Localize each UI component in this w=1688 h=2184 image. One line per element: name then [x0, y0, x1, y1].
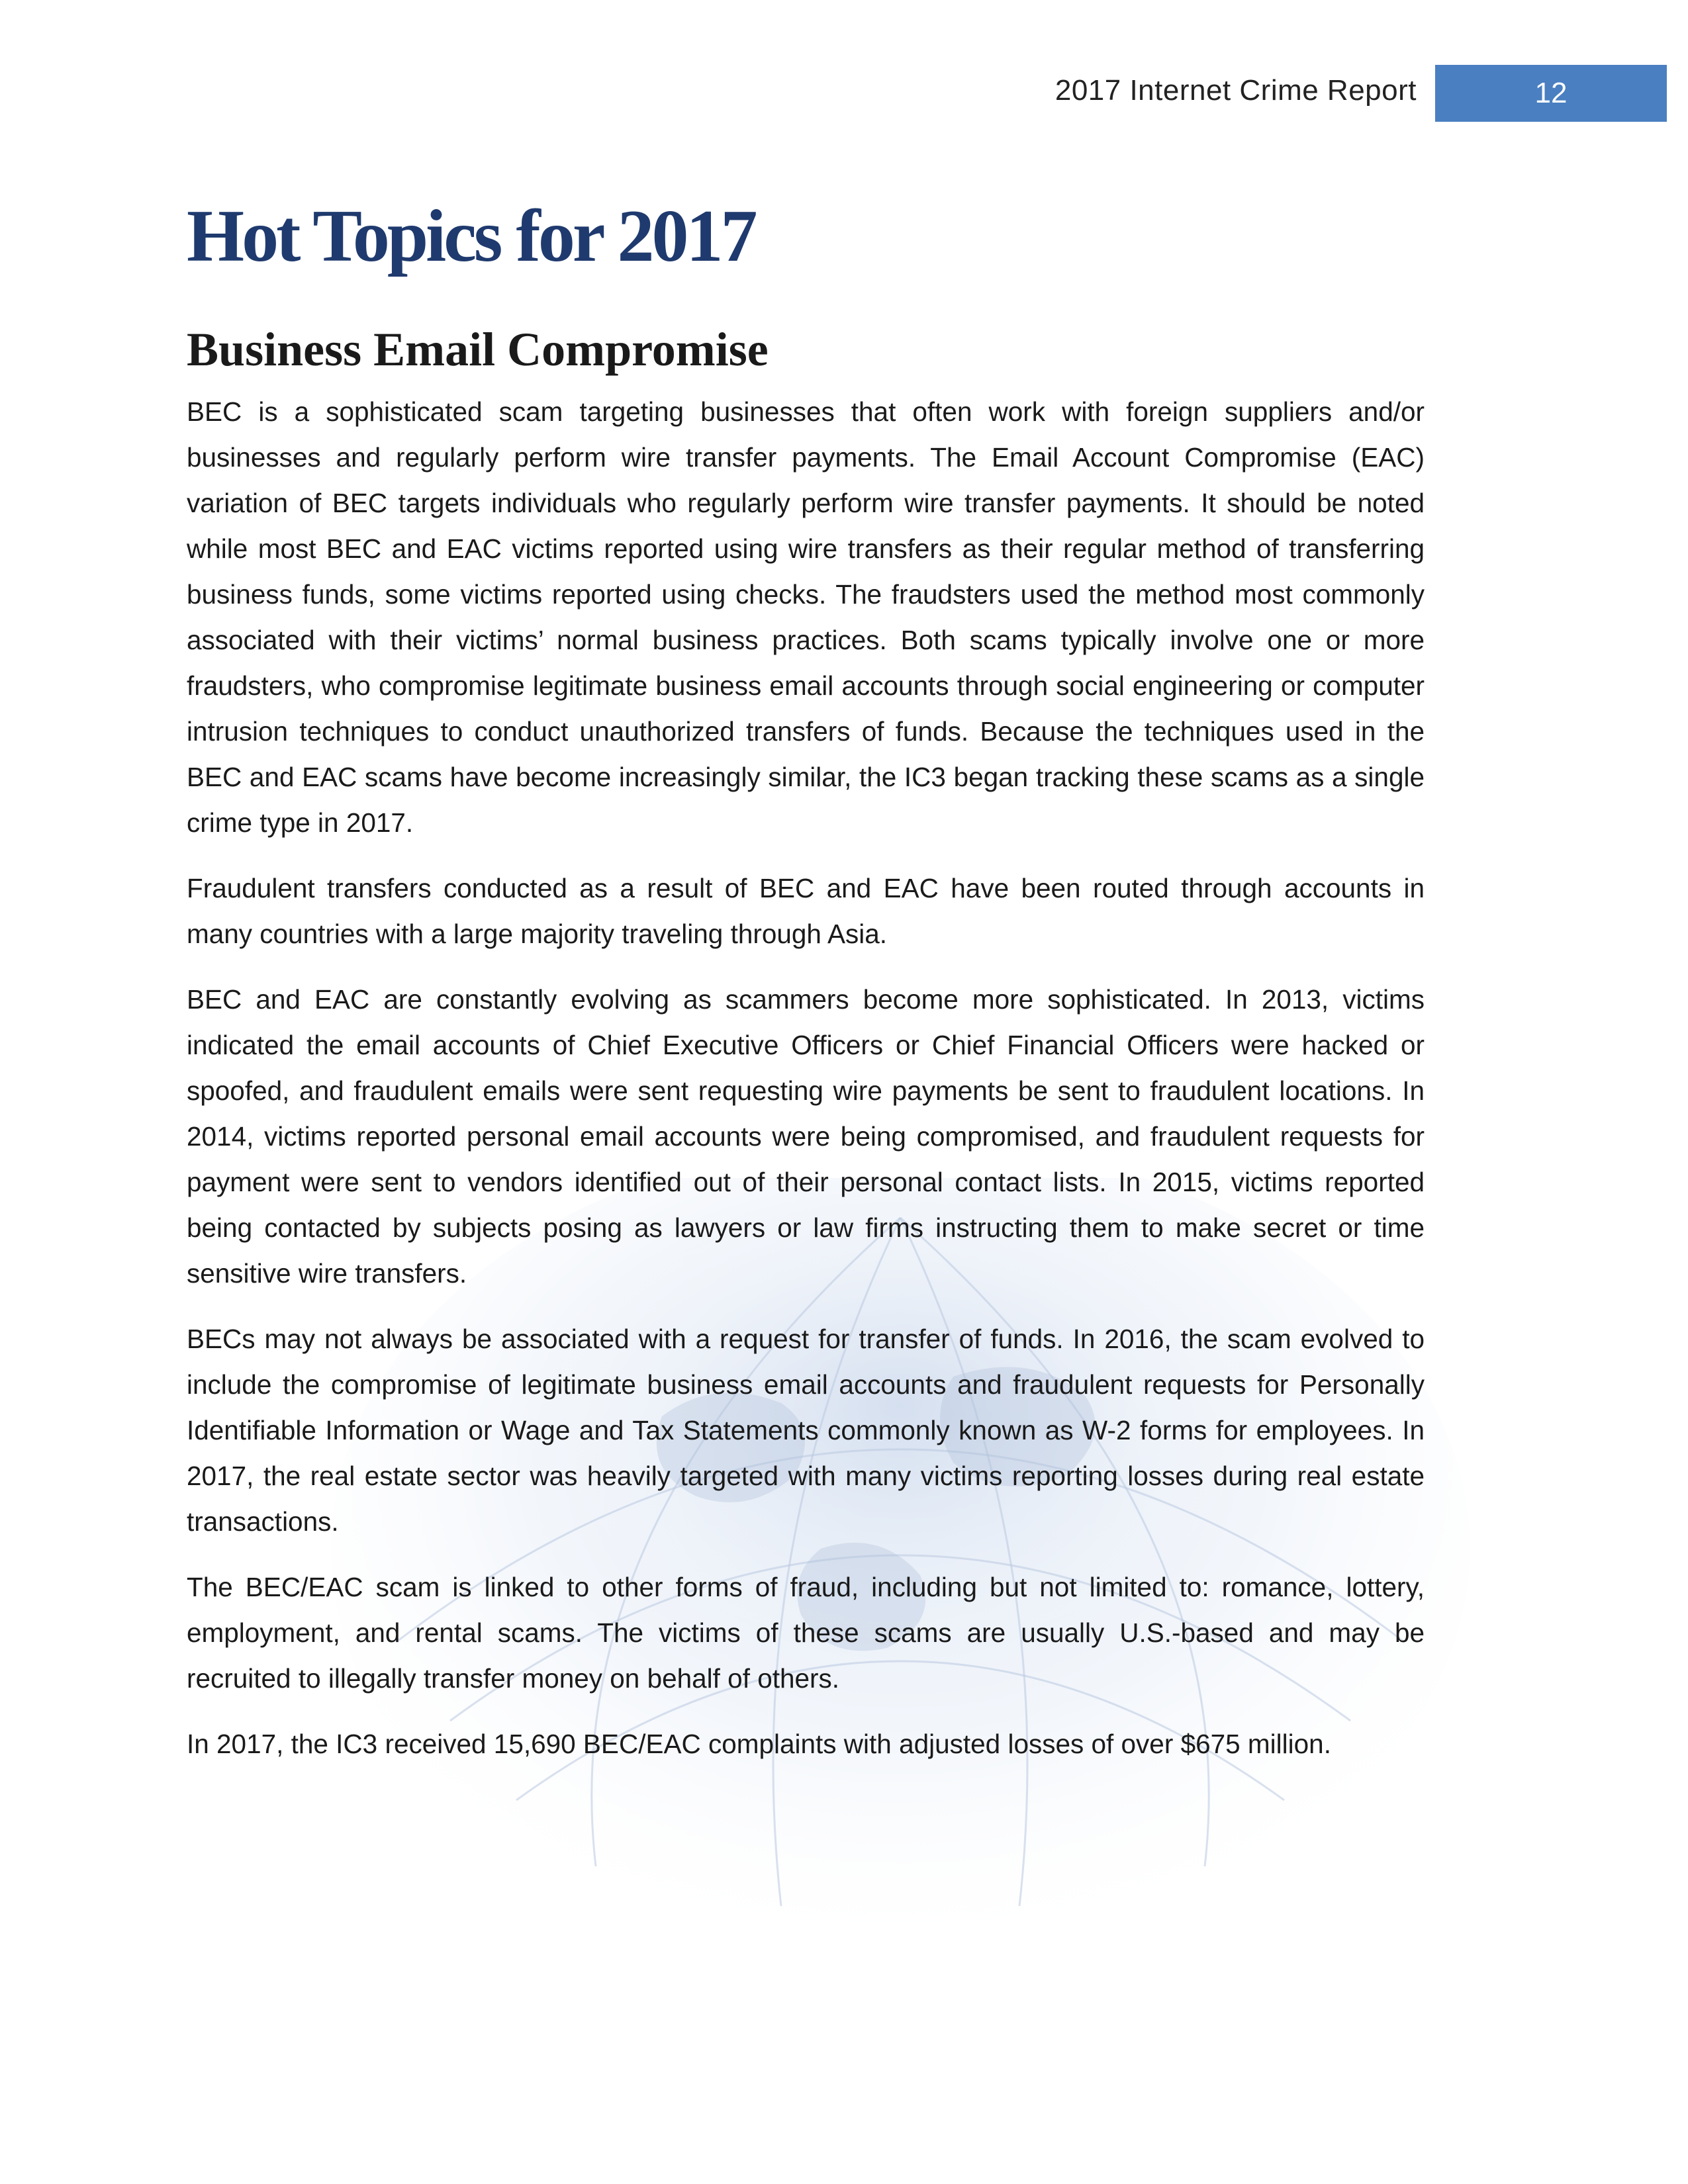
report-title: 2017 Internet Crime Report — [1055, 74, 1417, 107]
section-body — [187, 389, 1425, 1787]
paragraph: In 2017, the IC3 received 15,690 BEC/EAC complaints with adjusted losses of over $675 million. — [187, 1729, 1331, 1759]
paragraph: BEC and EAC are constantly evolving as scammers become more sophisticated. In 2013, victims indicated the email accounts of Chief Executive Officers or Chief Financial Officers were hacked or spoofed, and fraudulent emails were sent requesting wire payments be sent to fraudulent locations. In 2014, victims reported personal email accounts were being compromised, and fraudulent requests for payment were sent to vendors identified out of their personal contact lists. In 2015, victims reported being contacted by subjects posing as lawyers or law firms instructing them to make secret or time sensitive wire transfers. — [187, 984, 1425, 1289]
page-number: 12 — [1435, 65, 1667, 122]
paragraph: Fraudulent transfers conducted as a result of BEC and EAC have been routed through accounts in many countries with a large majority traveling through Asia. — [187, 873, 1425, 949]
paragraph: The BEC/EAC scam is linked to other forms of fraud, including but not limited to: romance, lottery, employment, and rental scams. The victims of these scams are usually U.S.-based and may be recruited to illegally transfer money on behalf of others. — [187, 1572, 1425, 1694]
paragraph: BECs may not always be associated with a request for transfer of funds. In 2016, the scam evolved to include the compromise of legitimate business email accounts and fraudulent requests for Personally Identifiable Information or Wage and Tax Statements commonly known as W-2 forms for employees. In 2017, the real estate sector was heavily targeted with many victims reporting losses during real estate transactions. — [187, 1324, 1425, 1537]
section-heading: Business Email Compromise — [187, 323, 769, 376]
paragraph: BEC is a sophisticated scam targeting businesses that often work with foreign suppliers and/or businesses and regularly perform wire transfer payments. The Email Account Compromise (EAC) variation of BEC targets individuals who regularly perform wire transfer payments. It should be noted while most BEC and EAC victims reported using wire transfers as their regular method of transferring business funds, some victims reported using checks. The fraudsters used the method most commonly associated with their victims’ normal business practices. Both scams typically involve one or more fraudsters, who compromise legitimate business email accounts through social engineering or computer intrusion techniques to conduct unauthorized transfers of funds. Because the techniques used in the BEC and EAC scams have become increasingly similar, the IC3 began tracking these scams as a single crime type in 2017. — [187, 396, 1425, 838]
page-title: Hot Topics for 2017 — [187, 195, 755, 277]
